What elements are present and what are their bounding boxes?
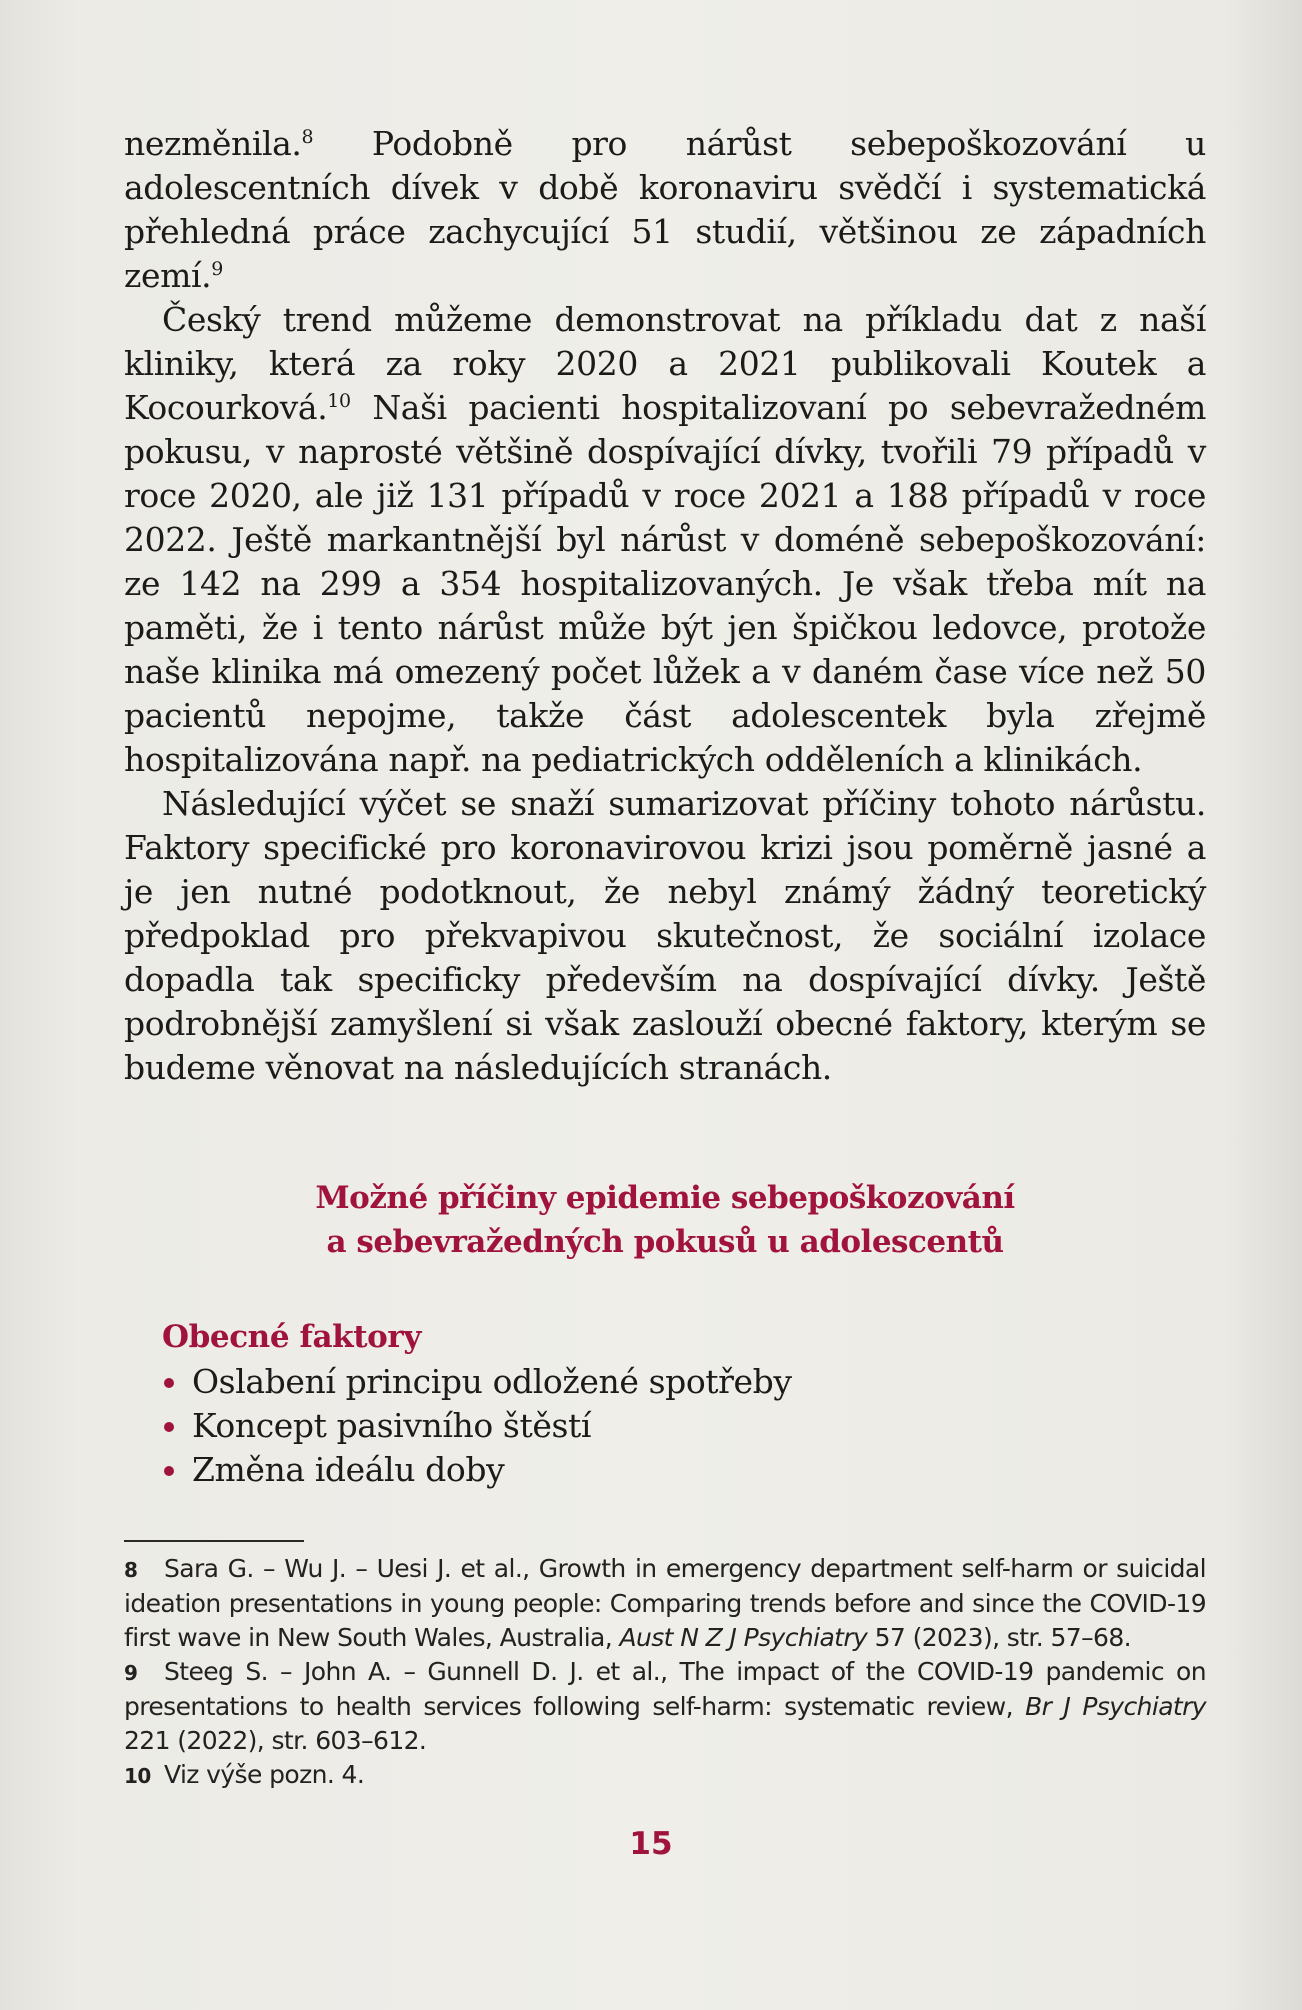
paragraph-1-text: nezměnila. bbox=[124, 124, 302, 163]
bullet-icon bbox=[164, 1422, 174, 1432]
footnote-ref-9: 9 bbox=[211, 258, 223, 280]
footnote-divider bbox=[124, 1540, 304, 1542]
paragraph-2-text-cont: Naši pacienti hospitalizovaní po sebevražedném pokusu, v naprosté většině dospívající dívky, tvořili 79 případů v roce 2020, ale již 131 případů v roce 2021 a 188 případů v roce 2022. Ještě markantnější byl nárůst v doméně sebepoškozování: ze 142 na 299 a 354 hospitalizovaných. Je však třeba mít na paměti, že i tento nárůst může být jen špičkou ledovce, protože naše klinika má omezený počet lůžek a v daném čase více než 50 pacientů nepojme, takže část adolescentek byla zřejmě hospitalizována např. na pediatrických odděleních a klinikách. bbox=[124, 388, 1206, 779]
paragraph-2 bbox=[124, 298, 1206, 782]
footnote-10 bbox=[124, 1758, 1206, 1793]
page-number: 15 bbox=[629, 1826, 673, 1862]
paragraph-3: Následující výčet se snaží sumarizovat příčiny tohoto nárůstu. Faktory specifické pro koronavirovou krizi jsou poměrně jasné a je jen nutné podotknout, že nebyl známý žádný teoretický předpoklad pro překvapivou skutečnost, že sociální izolace dopadla tak specificky především na dospívající dívky. Ještě podrobnější zamyšlení si však zaslouží obecné faktory, kterým se budeme věnovat na následujících stranách. bbox=[124, 784, 1206, 1087]
list-item bbox=[162, 1448, 1206, 1492]
footnote-ref-10: 10 bbox=[327, 390, 351, 412]
subheading-general-factors: Obecné faktory bbox=[162, 1319, 421, 1355]
footnote-journal: Br J Psychiatry bbox=[1025, 1692, 1206, 1721]
paragraph-1-text-cont: Podobně pro nárůst sebepoškozování u adolescentních dívek v době koronaviru svědčí i systematická přehledná práce zachycující 51 studií, většinou ze západních zemí. bbox=[124, 124, 1206, 295]
list-item-text: Koncept pasivního štěstí bbox=[192, 1406, 592, 1445]
section-heading-line-2: a sebevražedných pokusů u adolescentů bbox=[326, 1224, 1004, 1260]
footnote-number: 10 bbox=[124, 1764, 151, 1788]
factor-list bbox=[162, 1360, 1206, 1492]
paragraph-2-text: Český trend můžeme demonstrovat na příkladu dat z naší kliniky, která za roky 2020 a 2021 publikovali Koutek a Kocourková. bbox=[124, 300, 1206, 427]
footnote-tail: 57 (2023), str. 57–68. bbox=[867, 1623, 1131, 1652]
footnote-text: Viz výše pozn. 4. bbox=[164, 1760, 365, 1789]
bullet-icon bbox=[164, 1466, 174, 1476]
list-item bbox=[162, 1404, 1206, 1448]
list-item-text: Změna ideálu doby bbox=[192, 1450, 505, 1489]
footnote-tail: 221 (2022), str. 603–612. bbox=[124, 1726, 427, 1755]
paragraph-1 bbox=[124, 122, 1206, 298]
footnote-8 bbox=[124, 1552, 1206, 1655]
footnote-text: Sara G. – Wu J. – Uesi J. et al., Growth in emergency department self-harm or suicidal ideation presentations in young people: Comparing trends before and since the COVID-19 first wave in New South Wales, Australia, bbox=[124, 1554, 1206, 1652]
footnote-ref-8: 8 bbox=[301, 126, 314, 148]
footnote-text: Steeg S. – John A. – Gunnell D. J. et al., The impact of the COVID-19 pandemic on presentations to health services following self-harm: systematic review, bbox=[124, 1657, 1206, 1721]
footnote-number: 9 bbox=[124, 1661, 138, 1685]
footnote-journal: Aust N Z J Psychiatry bbox=[619, 1623, 868, 1652]
body-text bbox=[124, 122, 1206, 1090]
list-item-text: Oslabení principu odložené spotřeby bbox=[192, 1362, 792, 1401]
list-item bbox=[162, 1360, 1206, 1404]
footnote-9 bbox=[124, 1655, 1206, 1758]
section-heading-line-1: Možné příčiny epidemie sebepoškozování bbox=[315, 1180, 1015, 1216]
footnote-number: 8 bbox=[124, 1558, 138, 1582]
bullet-icon bbox=[164, 1378, 174, 1388]
footnotes bbox=[124, 1552, 1206, 1793]
section-heading bbox=[124, 1176, 1206, 1264]
